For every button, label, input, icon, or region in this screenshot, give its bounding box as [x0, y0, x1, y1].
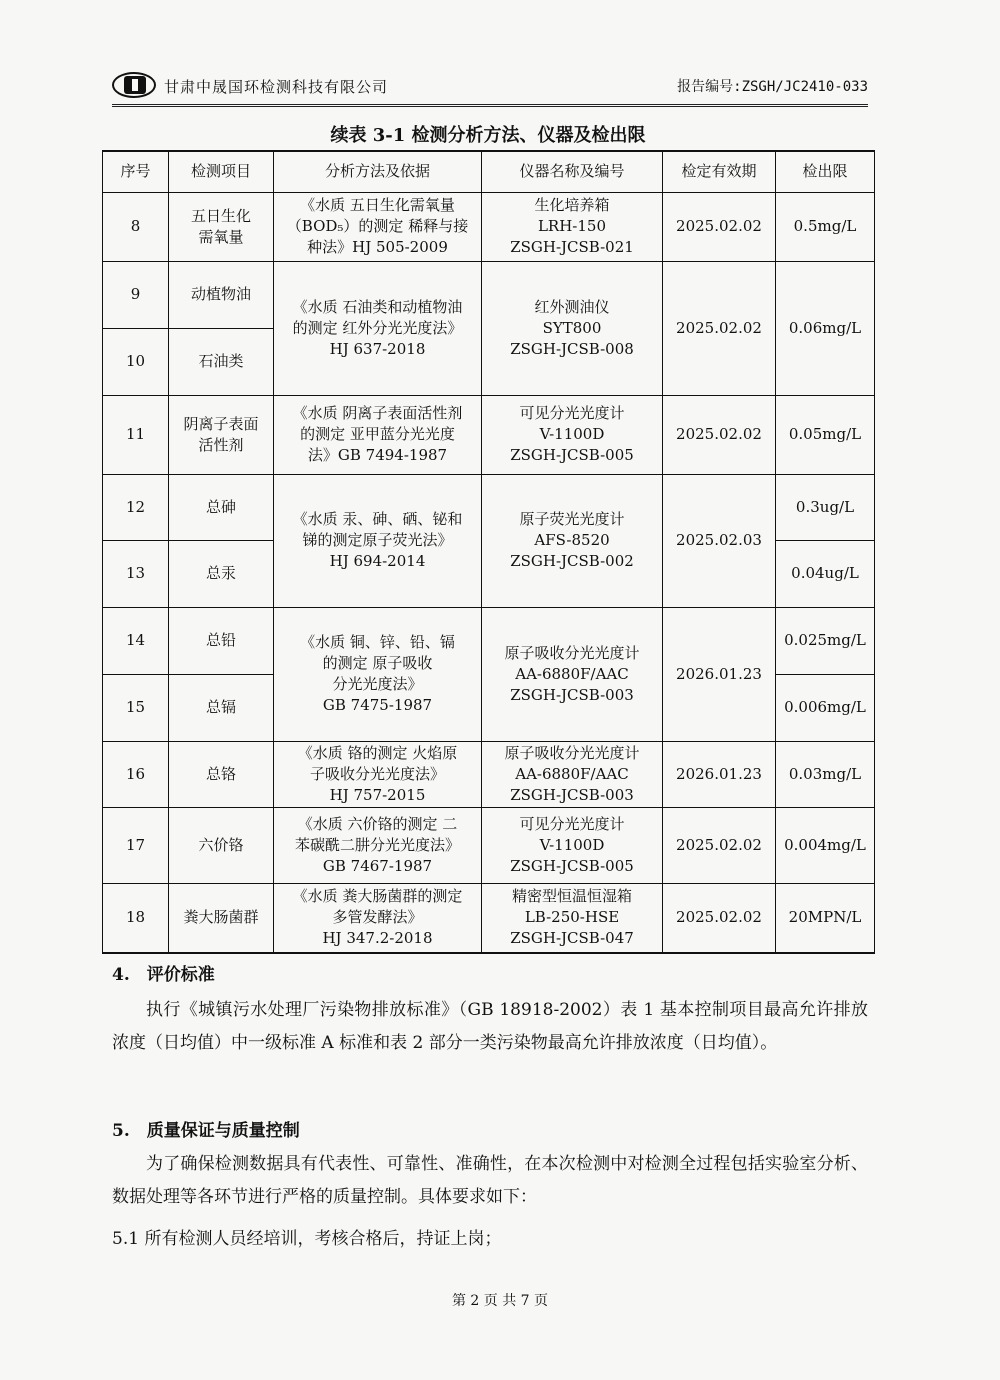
- row-method: 《水质 阴离子表面活性剂 的测定 亚甲蓝分光光度 法》GB 7494-1987: [274, 395, 482, 474]
- table-row: [103, 192, 875, 261]
- row-no: 11: [103, 395, 169, 474]
- row-method: 《水质 六价铬的测定 二 苯碳酰二肼分光光度法》 GB 7467-1987: [274, 807, 482, 883]
- row-no: 17: [103, 807, 169, 883]
- row-validity: 2025.02.02: [663, 883, 776, 953]
- row-limit: 0.025mg/L: [776, 607, 875, 674]
- section-4-text: 执行《城镇污水处理厂污染物排放标准》（GB 18918-2002）表 1 基本控制项目最高允许排放浓度（日均值）中一级标准 A 标准和表 2 部分一类污染物最高允许排放浓度（日均值）。: [112, 1000, 868, 1053]
- row-item: 石油类: [169, 328, 274, 395]
- row-method: 《水质 铬的测定 火焰原 子吸收分光光度法》 HJ 757-2015: [274, 741, 482, 807]
- row-item: 总铬: [169, 741, 274, 807]
- methods-table: [102, 150, 875, 954]
- col-header-item: 检测项目: [169, 151, 274, 192]
- table-row: [103, 261, 875, 328]
- row-method: 《水质 五日生化需氧量 （BOD₅）的测定 稀释与接 种法》HJ 505-2009: [274, 192, 482, 261]
- row-no: 8: [103, 192, 169, 261]
- row-validity: 2025.02.02: [663, 807, 776, 883]
- row-limit: 0.006mg/L: [776, 674, 875, 741]
- row-instrument: 原子荧光光度计 AFS-8520 ZSGH-JCSB-002: [482, 474, 663, 607]
- row-item: 五日生化 需氧量: [169, 192, 274, 261]
- row-instrument: 可见分光光度计 V-1100D ZSGH-JCSB-005: [482, 395, 663, 474]
- col-header-validity: 检定有效期: [663, 151, 776, 192]
- row-item: 总汞: [169, 540, 274, 607]
- row-item: 总镉: [169, 674, 274, 741]
- report-number: 报告编号:ZSGH/JC2410-033: [677, 79, 868, 95]
- row-validity: 2025.02.02: [663, 192, 776, 261]
- row-no: 18: [103, 883, 169, 953]
- row-method: 《水质 汞、砷、硒、铋和 锑的测定原子荧光法》 HJ 694-2014: [274, 474, 482, 607]
- table-title: 续表 3-1 检测分析方法、仪器及检出限: [330, 125, 646, 146]
- row-instrument: 生化培养箱 LRH-150 ZSGH-JCSB-021: [482, 192, 663, 261]
- row-limit: 0.03mg/L: [776, 741, 875, 807]
- row-no: 15: [103, 674, 169, 741]
- company-name: 甘肃中晟国环检测科技有限公司: [164, 78, 389, 96]
- table-row: [103, 474, 875, 540]
- row-instrument: 原子吸收分光光度计 AA-6880F/AAC ZSGH-JCSB-003: [482, 741, 663, 807]
- row-item: 粪大肠菌群: [169, 883, 274, 953]
- row-no: 14: [103, 607, 169, 674]
- table-row: [103, 883, 875, 953]
- row-instrument: 可见分光光度计 V-1100D ZSGH-JCSB-005: [482, 807, 663, 883]
- row-no: 9: [103, 261, 169, 328]
- row-validity: 2026.01.23: [663, 607, 776, 741]
- row-item: 总砷: [169, 474, 274, 540]
- section-5-1-text: 5.1 所有检测人员经培训，考核合格后，持证上岗；: [112, 1229, 502, 1249]
- row-item: 阴离子表面 活性剂: [169, 395, 274, 474]
- section-5-title: 5. 质量保证与质量控制: [112, 1121, 300, 1141]
- row-validity: 2026.01.23: [663, 741, 776, 807]
- row-limit: 0.05mg/L: [776, 395, 875, 474]
- row-method: 《水质 石油类和动植物油 的测定 红外分光光度法》 HJ 637-2018: [274, 261, 482, 395]
- col-header-instrument: 仪器名称及编号: [482, 151, 663, 192]
- row-item: 动植物油: [169, 261, 274, 328]
- row-method: 《水质 粪大肠菌群的测定 多管发酵法》 HJ 347.2-2018: [274, 883, 482, 953]
- row-item: 六价铬: [169, 807, 274, 883]
- row-validity: 2025.02.02: [663, 395, 776, 474]
- table-row: [103, 807, 875, 883]
- table-row: [103, 741, 875, 807]
- row-no: 16: [103, 741, 169, 807]
- row-method: 《水质 铜、锌、铅、镉 的测定 原子吸收 分光光度法》 GB 7475-1987: [274, 607, 482, 741]
- row-limit: 0.06mg/L: [776, 261, 875, 395]
- row-limit: 0.04ug/L: [776, 540, 875, 607]
- section-4-title: 4. 评价标准: [112, 965, 215, 985]
- row-item: 总铅: [169, 607, 274, 674]
- row-limit: 0.5mg/L: [776, 192, 875, 261]
- page-header: [112, 70, 868, 107]
- row-no: 12: [103, 474, 169, 540]
- row-instrument: 红外测油仪 SYT800 ZSGH-JCSB-008: [482, 261, 663, 395]
- row-limit: 0.004mg/L: [776, 807, 875, 883]
- row-limit: 0.3ug/L: [776, 474, 875, 540]
- table-row: [103, 395, 875, 474]
- section-5-text: 为了确保检测数据具有代表性、可靠性、准确性，在本次检测中对检测全过程包括实验室分析、数据处理等各环节进行严格的质量控制。具体要求如下：: [112, 1154, 868, 1207]
- row-instrument: 原子吸收分光光度计 AA-6880F/AAC ZSGH-JCSB-003: [482, 607, 663, 741]
- table-header-row: [103, 151, 875, 192]
- page-number: 第 2 页 共 7 页: [451, 1293, 549, 1309]
- col-header-no: 序号: [103, 151, 169, 192]
- row-no: 10: [103, 328, 169, 395]
- row-validity: 2025.02.03: [663, 474, 776, 607]
- company-logo-icon: [112, 72, 156, 98]
- col-header-limit: 检出限: [776, 151, 875, 192]
- row-validity: 2025.02.02: [663, 261, 776, 395]
- row-instrument: 精密型恒温恒湿箱 LB-250-HSE ZSGH-JCSB-047: [482, 883, 663, 953]
- col-header-method: 分析方法及依据: [274, 151, 482, 192]
- row-no: 13: [103, 540, 169, 607]
- table-row: [103, 607, 875, 674]
- row-limit: 20MPN/L: [776, 883, 875, 953]
